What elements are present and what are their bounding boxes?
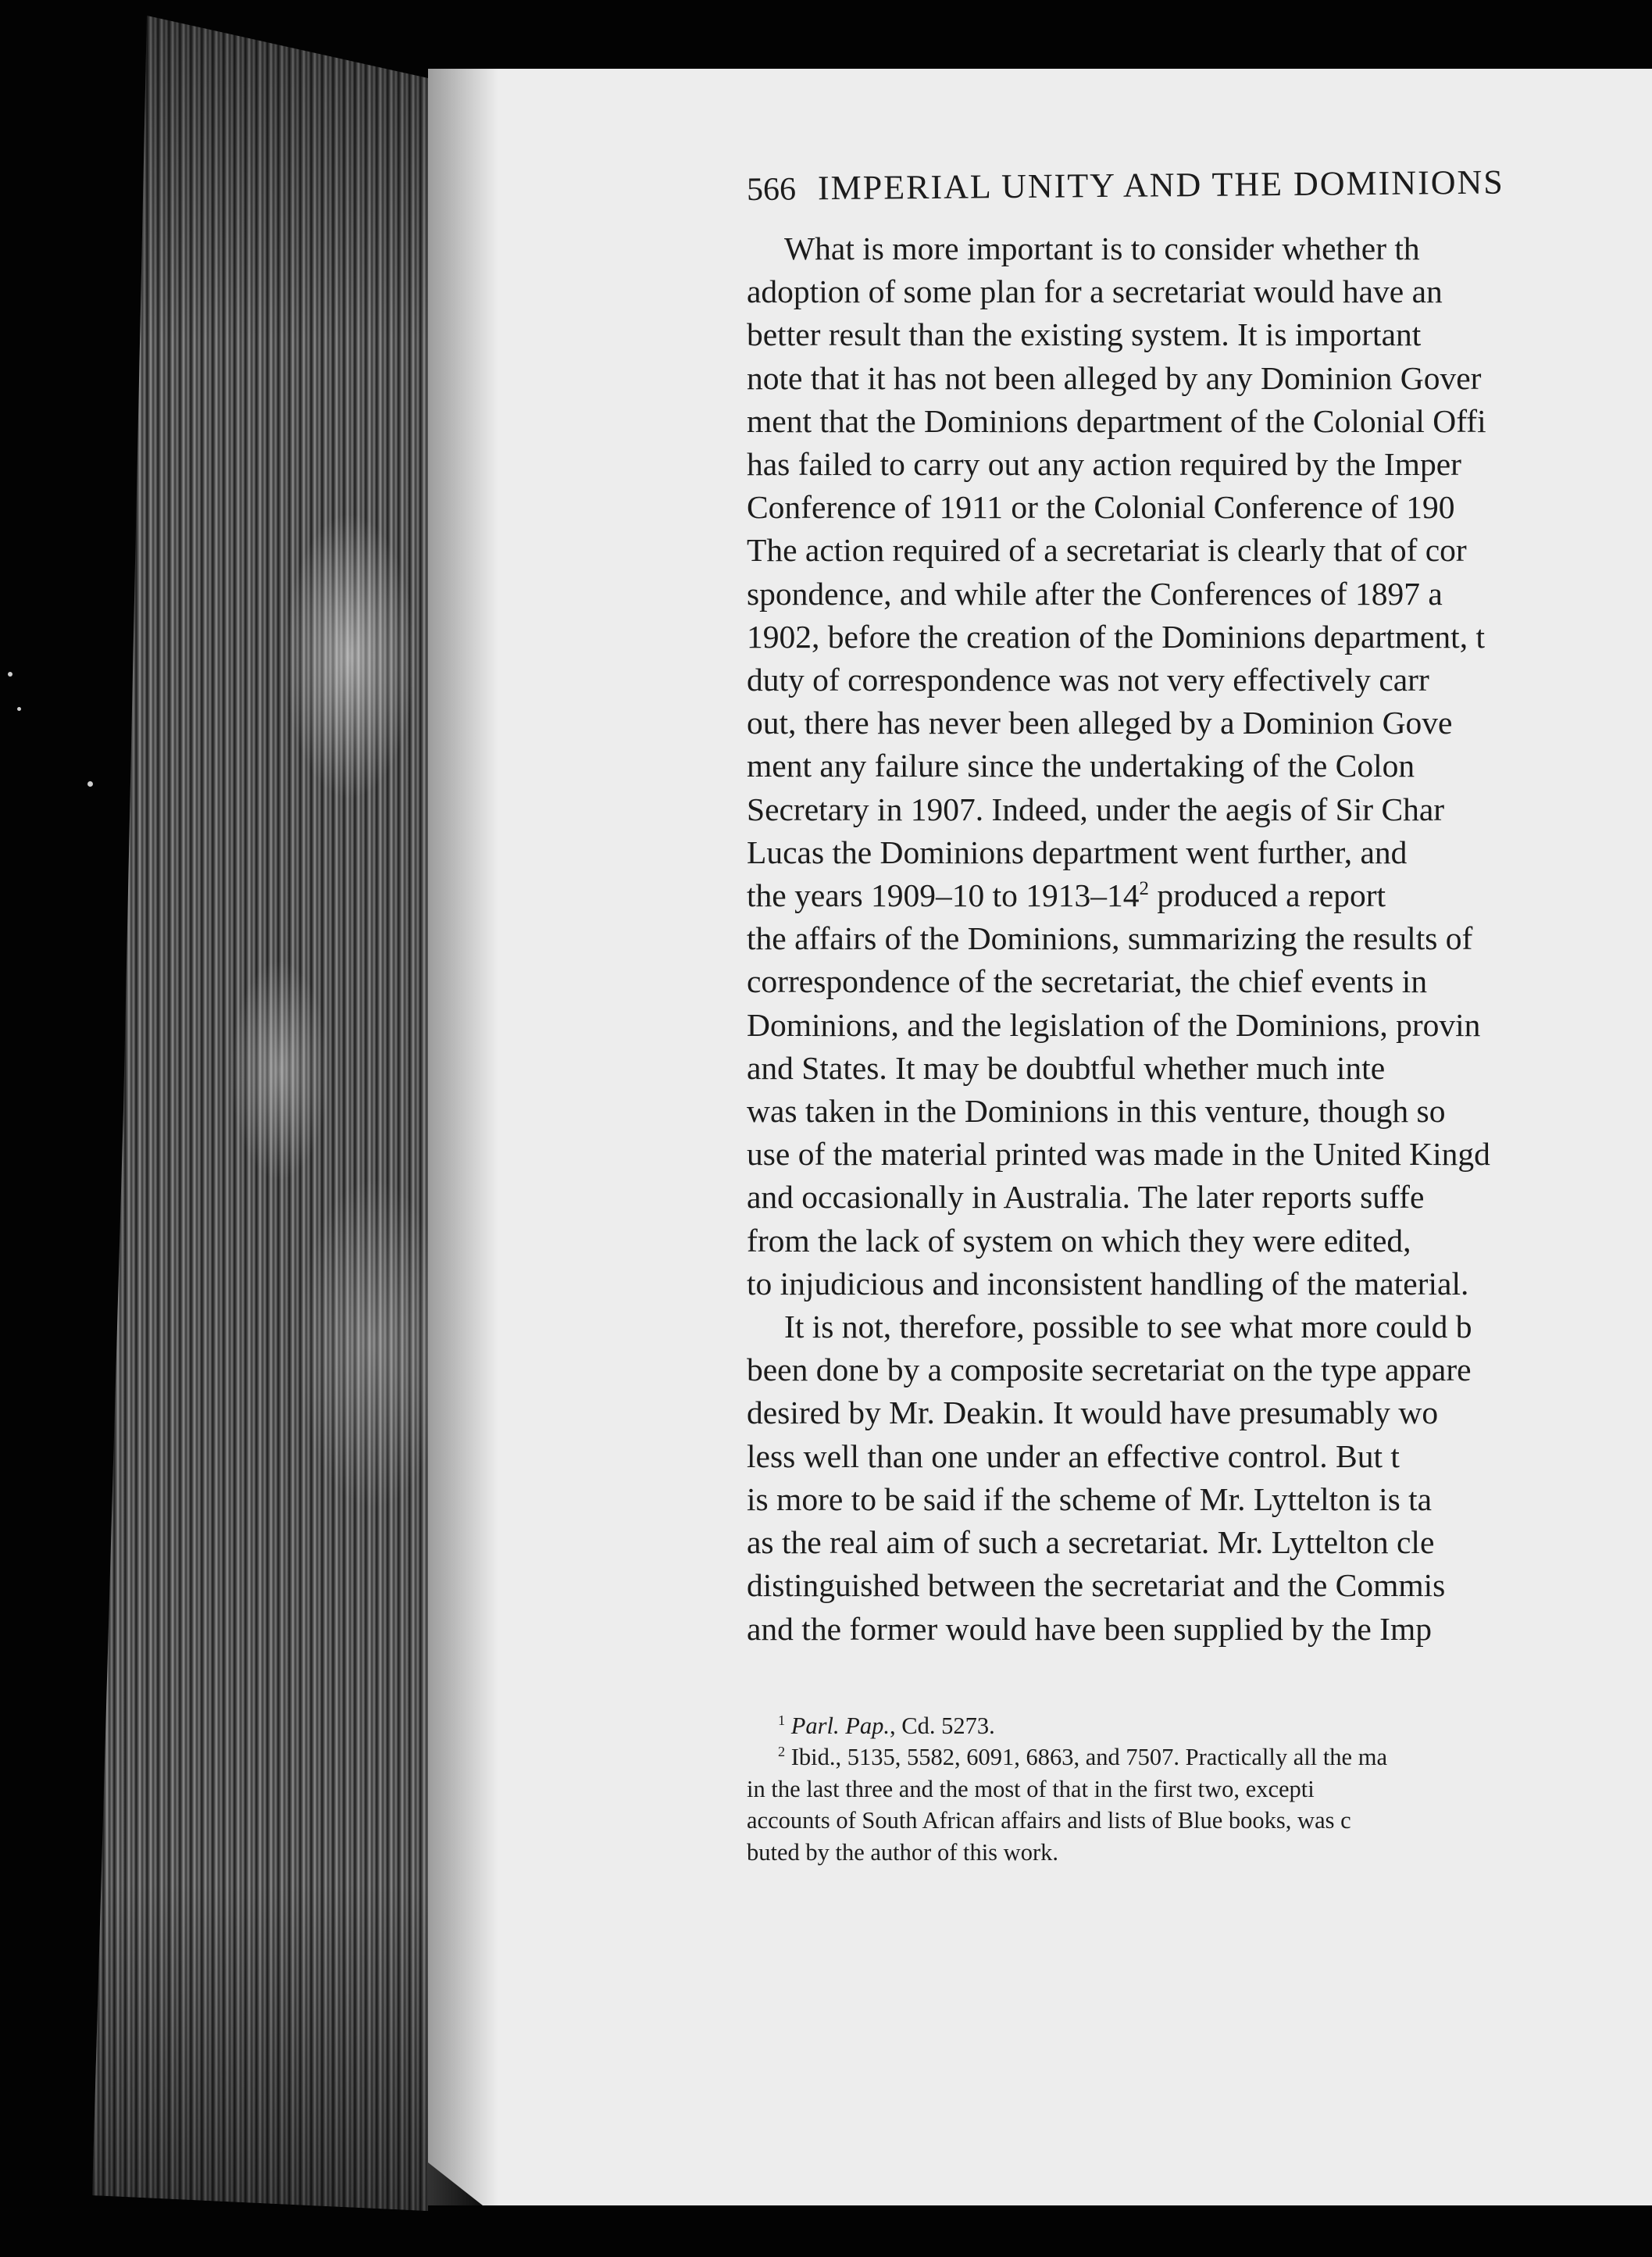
body-line: Lucas the Dominions department went further, and	[747, 834, 1408, 870]
footnote-line: buted by the author of this work.	[747, 1838, 1058, 1866]
body-line: It is not, therefore, possible to see what more could b	[784, 1309, 1472, 1345]
body-line-tail: produced a report	[1149, 877, 1386, 914]
running-title: IMPERIAL UNITY AND THE DOMINIONS	[817, 162, 1504, 208]
body-line: was taken in the Dominions in this venture, though so	[747, 1093, 1446, 1130]
body-line: been done by a composite secretariat on the type appare	[747, 1352, 1472, 1388]
body-line: 1902, before the creation of the Dominions department, t	[747, 618, 1485, 655]
footnote-source: Parl. Pap.	[790, 1712, 890, 1739]
body-line: less well than one under an effective control. But t	[747, 1437, 1400, 1474]
footnote-marker: 1	[778, 1712, 786, 1728]
body-line: distinguished between the secretariat and the Commis	[747, 1567, 1446, 1604]
body-line: correspondence of the secretariat, the chief events in	[747, 963, 1428, 1000]
footnote-1	[747, 1710, 1652, 1742]
footnote-marker: 2	[778, 1744, 786, 1760]
footnote-2	[747, 1741, 1652, 1773]
body-line-with-footnote	[747, 874, 1652, 917]
body-line: the affairs of the Dominions, summarizing the results of	[747, 920, 1473, 957]
page-text-area	[428, 69, 1652, 2205]
body-line: desired by Mr. Deakin. It would have presumably wo	[747, 1395, 1439, 1431]
body-line: use of the material printed was made in the United Kingd	[747, 1136, 1490, 1173]
body-line: and States. It may be doubtful whether much inte	[747, 1049, 1386, 1086]
dust-speck	[87, 781, 93, 787]
footnote-line: accounts of South African affairs and lists of Blue books, was c	[747, 1807, 1351, 1834]
body-line: and occasionally in Australia. The later reports suffe	[747, 1179, 1425, 1216]
footnote-line: in the last three and the most of that in the first two, excepti	[747, 1775, 1315, 1802]
body-line: duty of correspondence was not very effectively carr	[747, 662, 1429, 698]
body-line: to injudicious and inconsistent handling of the material.	[747, 1265, 1469, 1302]
body-line: adoption of some plan for a secretariat would have an	[747, 273, 1443, 310]
footnotes	[747, 1710, 1652, 1869]
body-line: out, there has never been alleged by a Dominion Gove	[747, 705, 1453, 741]
body-line: as the real aim of such a secretariat. Mr. Lyttelton cle	[747, 1524, 1435, 1561]
running-head	[747, 161, 1652, 209]
fore-edge-highlight	[92, 16, 428, 2211]
body-text	[747, 227, 1652, 1651]
body-line: Conference of 1911 or the Colonial Conference of 190	[747, 489, 1455, 526]
body-line: ment that the Dominions department of the Colonial Offi	[747, 402, 1486, 439]
dust-speck	[17, 707, 21, 711]
page-number: 566	[746, 171, 797, 208]
page-content	[746, 162, 1652, 1868]
body-line: spondence, and while after the Conferences of 1897 a	[747, 575, 1443, 612]
footnote-text: , Cd. 5273.	[890, 1712, 995, 1739]
body-line: is more to be said if the scheme of Mr. Lyttelton is ta	[747, 1480, 1433, 1517]
body-line: better result than the existing system. It is important	[747, 316, 1422, 353]
body-line: Dominions, and the legislation of the Dominions, provin	[747, 1006, 1481, 1043]
body-line-head: the years 1909–10 to 1913–14	[747, 877, 1140, 914]
footnote-ref-2: 2	[1139, 878, 1149, 900]
body-line: Secretary in 1907. Indeed, under the aegis of Sir Char	[747, 791, 1445, 827]
body-line: The action required of a secretariat is clearly that of cor	[747, 532, 1467, 569]
body-line: and the former would have been supplied by the Imp	[747, 1610, 1433, 1647]
body-line: ment any failure since the undertaking of the Colon	[747, 748, 1415, 784]
body-line: note that it has not been alleged by any Dominion Gover	[747, 359, 1482, 396]
dust-speck	[8, 672, 12, 677]
body-line: has failed to carry out any action required by the Imper	[747, 446, 1461, 483]
body-line: from the lack of system on which they were edited,	[747, 1222, 1411, 1259]
footnote-text: Ibid., 5135, 5582, 6091, 6863, and 7507. Practically all the ma	[790, 1744, 1387, 1771]
body-line: What is more important is to consider whether th	[784, 230, 1420, 266]
